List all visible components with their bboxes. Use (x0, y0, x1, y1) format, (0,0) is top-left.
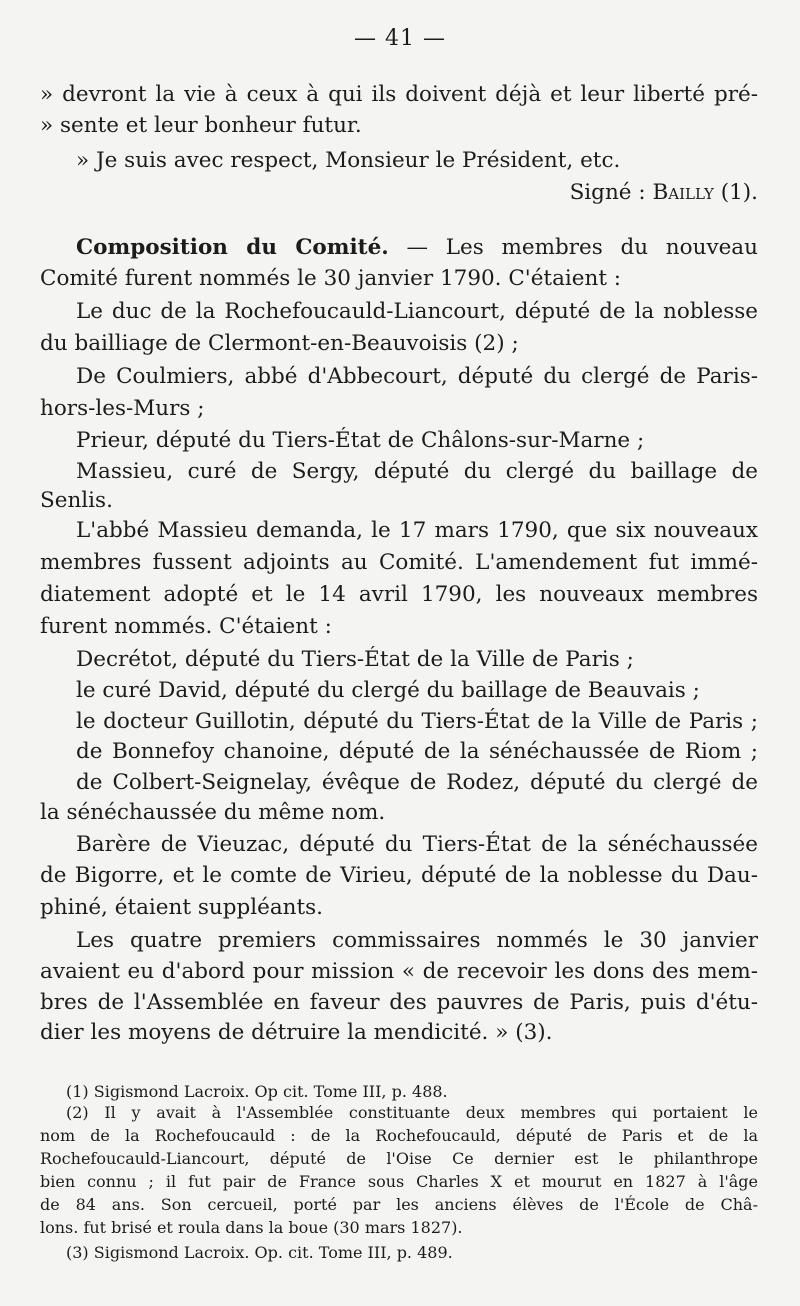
body-line: Massieu, curé de Sergy, député du clergé du baillage de (76, 459, 758, 484)
body-line: Barère de Vieuzac, député du Tiers-État de la sénéchaussée (76, 832, 758, 857)
body-line: diatement adopté et le 14 avril 1790, les nouveaux membres (40, 582, 758, 607)
body-line: le docteur Guillotin, député du Tiers-État de la Ville de Paris ; (76, 709, 758, 734)
body-line: de Bigorre, et le comte de Virieu, député de la noblesse du Dau- (40, 863, 758, 888)
body-line: Senlis. (40, 488, 113, 513)
body-line: hors-les-Murs ; (40, 396, 205, 421)
footnote-line: Rochefoucauld-Liancourt, député de l'Oise Ce dernier est le philanthrope (40, 1149, 758, 1168)
body-line: phiné, étaient suppléants. (40, 895, 324, 920)
body-line: De Coulmiers, abbé d'Abbecourt, député du clergé de Paris- (76, 364, 758, 389)
section-heading-line (76, 233, 758, 263)
body-line: de Bonnefoy chanoine, député de la sénéchaussée de Riom ; (76, 739, 758, 764)
body-line: de Colbert-Seignelay, évêque de Rodez, député du clergé de (76, 770, 758, 795)
body-line: Le duc de la Rochefoucauld-Liancourt, député de la noblesse (76, 299, 758, 324)
body-line: Les quatre premiers commissaires nommés le 30 janvier (76, 928, 758, 953)
footnote-line: bien connu ; il fut pair de France sous Charles X et mourut en 1827 à l'âge (40, 1172, 758, 1191)
body-line: membres fussent adjoints au Comité. L'amendement fut immé- (40, 550, 758, 575)
body-line: » devront la vie à ceux à qui ils doivent déjà et leur liberté pré- (40, 82, 758, 107)
signature-name: Bailly (652, 180, 714, 205)
body-line: le curé David, député du clergé du baillage de Beauvais ; (76, 678, 700, 703)
signature-note: (1). (713, 180, 758, 205)
body-line: » Je suis avec respect, Monsieur le Président, etc. (76, 148, 621, 173)
body-line: » sente et leur bonheur futur. (40, 113, 362, 138)
footnote-line: (1) Sigismond Lacroix. Op cit. Tome III, p. 488. (66, 1082, 448, 1101)
body-line: furent nommés. C'étaient : (40, 614, 332, 639)
footnote-line: lons. fut brisé et roula dans la boue (30 mars 1827). (40, 1218, 463, 1237)
body-line: dier les moyens de détruire la mendicité. » (3). (40, 1020, 553, 1045)
footnote-line: nom de la Rochefoucauld : de la Rochefoucauld, député de Paris et de la (40, 1126, 758, 1145)
page-number: — 41 — (354, 26, 446, 51)
signature-line (40, 178, 758, 208)
footnote-line: (2) Il y avait à l'Assemblée constituante deux membres qui portaient le (66, 1103, 758, 1122)
signature-text: Signé : (569, 180, 653, 205)
body-line: L'abbé Massieu demanda, le 17 mars 1790, que six nouveaux (76, 518, 758, 543)
footnote-line: de 84 ans. Son cercueil, porté par les anciens élèves de l'École de Châ- (40, 1195, 758, 1214)
body-line: Prieur, député du Tiers-État de Châlons-sur-Marne ; (76, 428, 645, 453)
body-line: du bailliage de Clermont-en-Beauvoisis (2) ; (40, 331, 519, 356)
body-line: avaient eu d'abord pour mission « de recevoir les dons des mem- (40, 959, 758, 984)
footnote-line: (3) Sigismond Lacroix. Op. cit. Tome III, p. 489. (66, 1243, 453, 1262)
body-line: Comité furent nommés le 30 janvier 1790. C'étaient : (40, 266, 622, 291)
section-heading: Composition du Comité. (76, 235, 389, 260)
body-line: bres de l'Assemblée en faveur des pauvres de Paris, puis d'étu- (40, 990, 758, 1015)
section-heading-continuation: — Les membres du nouveau (406, 235, 758, 260)
body-line: la sénéchaussée du même nom. (40, 800, 386, 825)
body-line: Decrétot, député du Tiers-État de la Ville de Paris ; (76, 647, 634, 672)
